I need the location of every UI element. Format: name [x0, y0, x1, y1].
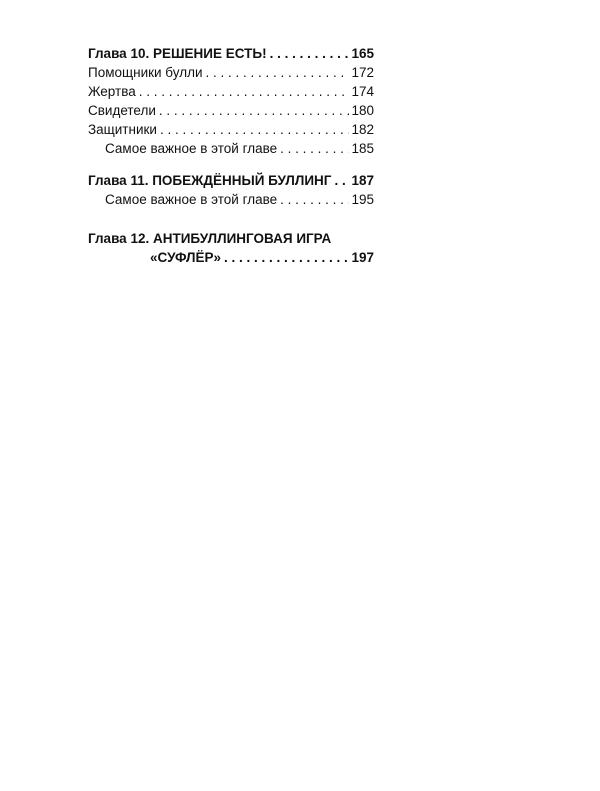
toc-summary-item[interactable] — [88, 190, 374, 209]
chapter-title: Глава 10. РЕШЕНИЕ ЕСТЬ! — [88, 46, 267, 61]
page-number: 195 — [351, 192, 374, 207]
page-number: 172 — [351, 65, 374, 80]
page-number: 187 — [351, 173, 374, 188]
item-title: Помощники булли — [88, 65, 203, 80]
item-title: Самое важное в этой главе — [105, 141, 278, 156]
toc-item[interactable] — [88, 101, 374, 120]
item-title: Свидетели — [88, 103, 156, 118]
page-number: 197 — [351, 250, 374, 265]
spacer — [88, 158, 374, 171]
dot-leader — [206, 63, 350, 82]
toc-item[interactable] — [88, 82, 374, 101]
toc-chapter-12-title-line1[interactable]: Глава 12. АНТИБУЛЛИНГОВАЯ ИГРА — [88, 231, 332, 246]
chapter-title: «СУФЛЁР» — [150, 250, 221, 265]
toc-chapter-10[interactable] — [88, 44, 374, 63]
page-number: 180 — [351, 103, 374, 118]
toc-item[interactable] — [88, 63, 374, 82]
toc-chapter-12[interactable] — [88, 248, 374, 267]
page-number: 185 — [351, 141, 374, 156]
dot-leader — [270, 44, 350, 63]
dot-leader — [139, 82, 350, 101]
item-title: Защитники — [88, 122, 157, 137]
page-number: 174 — [351, 84, 374, 99]
spacer — [88, 209, 374, 229]
dot-leader — [280, 190, 349, 209]
dot-leader — [334, 171, 349, 190]
dot-leader — [159, 101, 350, 120]
dot-leader — [224, 248, 349, 267]
toc-summary-item[interactable] — [88, 139, 374, 158]
toc-chapter-11[interactable] — [88, 171, 374, 190]
dot-leader — [160, 120, 350, 139]
dot-leader — [280, 139, 349, 158]
page-number: 165 — [351, 46, 374, 61]
toc-item[interactable] — [88, 120, 374, 139]
item-title: Жертва — [88, 84, 136, 99]
item-title: Самое важное в этой главе — [105, 192, 278, 207]
table-of-contents — [88, 44, 374, 267]
page-number: 182 — [351, 122, 374, 137]
chapter-title: Глава 11. ПОБЕЖДЁННЫЙ БУЛЛИНГ — [88, 173, 332, 188]
